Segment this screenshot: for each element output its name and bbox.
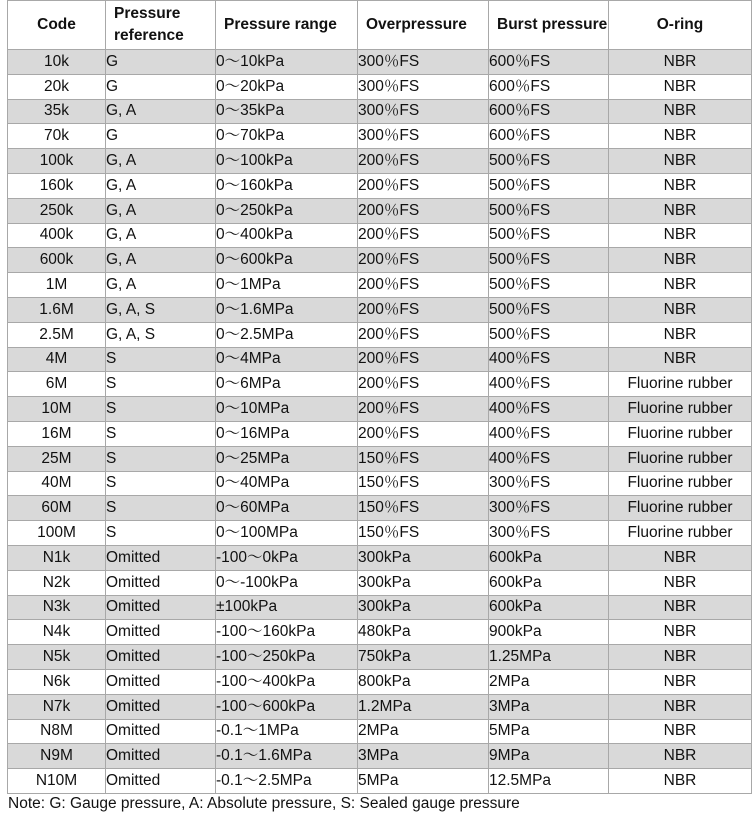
burst-pressure-cell: 600％FS: [489, 124, 609, 149]
o-ring-cell: NBR: [609, 595, 752, 620]
burst-pressure-cell: 600kPa: [489, 595, 609, 620]
code-cell: N4k: [8, 620, 106, 645]
table-row: [8, 595, 752, 620]
table-row: [8, 545, 752, 570]
burst-pressure-cell: 300％FS: [489, 521, 609, 546]
o-ring-cell: NBR: [609, 570, 752, 595]
o-ring-cell: NBR: [609, 149, 752, 174]
code-cell: 4M: [8, 347, 106, 372]
pressure-reference-cell: G, A: [106, 198, 216, 223]
overpressure-cell: 300％FS: [358, 124, 489, 149]
table-row: [8, 273, 752, 298]
table-row: [8, 471, 752, 496]
overpressure-cell: 200％FS: [358, 397, 489, 422]
overpressure-cell: 480kPa: [358, 620, 489, 645]
code-cell: 70k: [8, 124, 106, 149]
pressure-range-cell: -100～160kPa: [216, 620, 358, 645]
table-row: [8, 173, 752, 198]
pressure-range-cell: 0～-100kPa: [216, 570, 358, 595]
table-row: [8, 347, 752, 372]
code-cell: N3k: [8, 595, 106, 620]
code-cell: 100M: [8, 521, 106, 546]
table-body: [8, 50, 752, 794]
code-cell: 60M: [8, 496, 106, 521]
o-ring-cell: NBR: [609, 297, 752, 322]
code-cell: N9M: [8, 744, 106, 769]
burst-pressure-cell: 600kPa: [489, 570, 609, 595]
table-row: [8, 496, 752, 521]
pressure-range-cell: ±100kPa: [216, 595, 358, 620]
overpressure-cell: 300％FS: [358, 74, 489, 99]
pressure-reference-cell: S: [106, 421, 216, 446]
table-row: [8, 74, 752, 99]
pressure-range-cell: 0～100kPa: [216, 149, 358, 174]
pressure-range-cell: -0.1～2.5MPa: [216, 769, 358, 794]
pressure-reference-cell: Omitted: [106, 769, 216, 794]
pressure-reference-cell: Omitted: [106, 545, 216, 570]
pressure-range-cell: 0～4MPa: [216, 347, 358, 372]
pressure-reference-cell: Omitted: [106, 744, 216, 769]
pressure-reference-cell: G, A: [106, 99, 216, 124]
o-ring-cell: NBR: [609, 769, 752, 794]
burst-pressure-cell: 900kPa: [489, 620, 609, 645]
burst-pressure-cell: 500％FS: [489, 322, 609, 347]
burst-pressure-cell: 600％FS: [489, 50, 609, 75]
pressure-range-cell: 0～400kPa: [216, 223, 358, 248]
pressure-spec-table: [7, 0, 752, 794]
code-cell: 25M: [8, 446, 106, 471]
burst-pressure-cell: 500％FS: [489, 248, 609, 273]
table-row: [8, 769, 752, 794]
table-row: [8, 372, 752, 397]
overpressure-cell: 200％FS: [358, 273, 489, 298]
pressure-reference-cell: G: [106, 50, 216, 75]
pressure-reference-cell: S: [106, 397, 216, 422]
overpressure-cell: 150％FS: [358, 446, 489, 471]
overpressure-cell: 150％FS: [358, 521, 489, 546]
table-row: [8, 744, 752, 769]
burst-pressure-cell: 1.25MPa: [489, 645, 609, 670]
pressure-reference-cell: Omitted: [106, 719, 216, 744]
table-row: [8, 446, 752, 471]
overpressure-cell: 300kPa: [358, 595, 489, 620]
burst-pressure-cell: 500％FS: [489, 149, 609, 174]
table-row: [8, 223, 752, 248]
pressure-range-cell: 0～6MPa: [216, 372, 358, 397]
o-ring-cell: NBR: [609, 347, 752, 372]
burst-pressure-cell: 2MPa: [489, 669, 609, 694]
code-cell: N5k: [8, 645, 106, 670]
burst-pressure-cell: 400％FS: [489, 347, 609, 372]
overpressure-cell: 300％FS: [358, 50, 489, 75]
code-cell: 10M: [8, 397, 106, 422]
burst-pressure-cell: 400％FS: [489, 397, 609, 422]
burst-pressure-cell: 500％FS: [489, 173, 609, 198]
burst-pressure-cell: 600％FS: [489, 99, 609, 124]
code-cell: 160k: [8, 173, 106, 198]
table-row: [8, 198, 752, 223]
header-code: Code: [8, 1, 106, 50]
overpressure-cell: 5MPa: [358, 769, 489, 794]
table-row: [8, 124, 752, 149]
code-cell: N10M: [8, 769, 106, 794]
pressure-range-cell: 0～10MPa: [216, 397, 358, 422]
header-o-ring: O-ring: [609, 1, 752, 50]
pressure-reference-cell: Omitted: [106, 645, 216, 670]
table-header: [8, 1, 752, 50]
pressure-range-cell: 0～100MPa: [216, 521, 358, 546]
pressure-range-cell: 0～1MPa: [216, 273, 358, 298]
overpressure-cell: 200％FS: [358, 347, 489, 372]
table-row: [8, 50, 752, 75]
pressure-range-cell: 0～25MPa: [216, 446, 358, 471]
table-row: [8, 99, 752, 124]
overpressure-cell: 1.2MPa: [358, 694, 489, 719]
code-cell: N6k: [8, 669, 106, 694]
pressure-reference-cell: S: [106, 471, 216, 496]
o-ring-cell: NBR: [609, 645, 752, 670]
overpressure-cell: 300％FS: [358, 99, 489, 124]
header-pressure-range: Pressure range: [216, 1, 358, 50]
code-cell: 20k: [8, 74, 106, 99]
o-ring-cell: NBR: [609, 198, 752, 223]
code-cell: 250k: [8, 198, 106, 223]
burst-pressure-cell: 500％FS: [489, 273, 609, 298]
pressure-range-cell: 0～35kPa: [216, 99, 358, 124]
overpressure-cell: 200％FS: [358, 297, 489, 322]
pressure-reference-cell: G, A: [106, 149, 216, 174]
table-row: [8, 620, 752, 645]
burst-pressure-cell: 500％FS: [489, 223, 609, 248]
burst-pressure-cell: 400％FS: [489, 446, 609, 471]
pressure-reference-cell: S: [106, 496, 216, 521]
o-ring-cell: NBR: [609, 173, 752, 198]
o-ring-cell: NBR: [609, 74, 752, 99]
code-cell: 10k: [8, 50, 106, 75]
code-cell: 35k: [8, 99, 106, 124]
pressure-reference-cell: G, A, S: [106, 297, 216, 322]
code-cell: N1k: [8, 545, 106, 570]
pressure-range-cell: 0～160kPa: [216, 173, 358, 198]
burst-pressure-cell: 12.5MPa: [489, 769, 609, 794]
header-row: [8, 1, 752, 50]
overpressure-cell: 300kPa: [358, 570, 489, 595]
o-ring-cell: NBR: [609, 248, 752, 273]
o-ring-cell: Fluorine rubber: [609, 471, 752, 496]
pressure-reference-cell: G, A: [106, 223, 216, 248]
pressure-range-cell: -100～250kPa: [216, 645, 358, 670]
table-row: [8, 322, 752, 347]
pressure-reference-cell: Omitted: [106, 694, 216, 719]
pressure-range-cell: 0～70kPa: [216, 124, 358, 149]
burst-pressure-cell: 400％FS: [489, 372, 609, 397]
o-ring-cell: NBR: [609, 744, 752, 769]
pressure-reference-cell: G, A, S: [106, 322, 216, 347]
pressure-reference-cell: S: [106, 521, 216, 546]
table-row: [8, 297, 752, 322]
pressure-range-cell: 0～40MPa: [216, 471, 358, 496]
o-ring-cell: NBR: [609, 545, 752, 570]
pressure-range-cell: 0～60MPa: [216, 496, 358, 521]
o-ring-cell: NBR: [609, 50, 752, 75]
o-ring-cell: NBR: [609, 99, 752, 124]
o-ring-cell: Fluorine rubber: [609, 496, 752, 521]
overpressure-cell: 150％FS: [358, 471, 489, 496]
pressure-range-cell: 0～2.5MPa: [216, 322, 358, 347]
o-ring-cell: NBR: [609, 719, 752, 744]
pressure-range-cell: 0～250kPa: [216, 198, 358, 223]
pressure-reference-cell: G, A: [106, 173, 216, 198]
overpressure-cell: 750kPa: [358, 645, 489, 670]
pressure-range-cell: -100～400kPa: [216, 669, 358, 694]
overpressure-cell: 800kPa: [358, 669, 489, 694]
pressure-reference-cell: Omitted: [106, 570, 216, 595]
o-ring-cell: NBR: [609, 620, 752, 645]
burst-pressure-cell: 600％FS: [489, 74, 609, 99]
pressure-range-cell: 0～20kPa: [216, 74, 358, 99]
overpressure-cell: 200％FS: [358, 372, 489, 397]
table-row: [8, 521, 752, 546]
o-ring-cell: NBR: [609, 694, 752, 719]
code-cell: N2k: [8, 570, 106, 595]
header-burst-pressure: Burst pressure: [489, 1, 609, 50]
pressure-range-cell: -0.1～1MPa: [216, 719, 358, 744]
o-ring-cell: NBR: [609, 223, 752, 248]
burst-pressure-cell: 300％FS: [489, 471, 609, 496]
overpressure-cell: 2MPa: [358, 719, 489, 744]
pressure-reference-cell: G: [106, 124, 216, 149]
table-row: [8, 397, 752, 422]
pressure-range-cell: -100～0kPa: [216, 545, 358, 570]
code-cell: 1M: [8, 273, 106, 298]
pressure-reference-cell: S: [106, 446, 216, 471]
pressure-reference-cell: S: [106, 347, 216, 372]
burst-pressure-cell: 9MPa: [489, 744, 609, 769]
table-row: [8, 669, 752, 694]
code-cell: 16M: [8, 421, 106, 446]
pressure-range-cell: -0.1～1.6MPa: [216, 744, 358, 769]
pressure-reference-cell: G, A: [106, 273, 216, 298]
burst-pressure-cell: 500％FS: [489, 297, 609, 322]
o-ring-cell: Fluorine rubber: [609, 372, 752, 397]
overpressure-cell: 200％FS: [358, 223, 489, 248]
burst-pressure-cell: 3MPa: [489, 694, 609, 719]
table-row: [8, 421, 752, 446]
o-ring-cell: Fluorine rubber: [609, 421, 752, 446]
table-row: [8, 570, 752, 595]
burst-pressure-cell: 5MPa: [489, 719, 609, 744]
code-cell: 1.6M: [8, 297, 106, 322]
o-ring-cell: NBR: [609, 669, 752, 694]
o-ring-cell: NBR: [609, 322, 752, 347]
pressure-range-cell: 0～1.6MPa: [216, 297, 358, 322]
overpressure-cell: 200％FS: [358, 421, 489, 446]
o-ring-cell: Fluorine rubber: [609, 521, 752, 546]
table-row: [8, 719, 752, 744]
burst-pressure-cell: 500％FS: [489, 198, 609, 223]
o-ring-cell: Fluorine rubber: [609, 397, 752, 422]
overpressure-cell: 200％FS: [358, 173, 489, 198]
pressure-range-cell: 0～16MPa: [216, 421, 358, 446]
pressure-reference-cell: G: [106, 74, 216, 99]
o-ring-cell: NBR: [609, 124, 752, 149]
code-cell: 2.5M: [8, 322, 106, 347]
table-row: [8, 645, 752, 670]
pressure-range-cell: 0～10kPa: [216, 50, 358, 75]
footnote: Note: G: Gauge pressure, A: Absolute pressure, S: Sealed gauge pressure: [8, 795, 520, 812]
table-row: [8, 248, 752, 273]
code-cell: 6M: [8, 372, 106, 397]
pressure-range-cell: -100～600kPa: [216, 694, 358, 719]
burst-pressure-cell: 400％FS: [489, 421, 609, 446]
overpressure-cell: 200％FS: [358, 198, 489, 223]
code-cell: 600k: [8, 248, 106, 273]
pressure-reference-cell: Omitted: [106, 669, 216, 694]
pressure-range-cell: 0～600kPa: [216, 248, 358, 273]
code-cell: 40M: [8, 471, 106, 496]
table-row: [8, 149, 752, 174]
code-cell: N8M: [8, 719, 106, 744]
pressure-reference-cell: Omitted: [106, 595, 216, 620]
pressure-reference-cell: S: [106, 372, 216, 397]
pressure-reference-cell: G, A: [106, 248, 216, 273]
code-cell: N7k: [8, 694, 106, 719]
header-overpressure: Overpressure: [358, 1, 489, 50]
overpressure-cell: 200％FS: [358, 322, 489, 347]
overpressure-cell: 200％FS: [358, 149, 489, 174]
burst-pressure-cell: 300％FS: [489, 496, 609, 521]
code-cell: 100k: [8, 149, 106, 174]
overpressure-cell: 300kPa: [358, 545, 489, 570]
pressure-reference-cell: Omitted: [106, 620, 216, 645]
o-ring-cell: NBR: [609, 273, 752, 298]
header-pressure-reference: Pressure reference: [106, 1, 216, 50]
overpressure-cell: 150％FS: [358, 496, 489, 521]
table-row: [8, 694, 752, 719]
overpressure-cell: 200％FS: [358, 248, 489, 273]
burst-pressure-cell: 600kPa: [489, 545, 609, 570]
overpressure-cell: 3MPa: [358, 744, 489, 769]
code-cell: 400k: [8, 223, 106, 248]
o-ring-cell: Fluorine rubber: [609, 446, 752, 471]
